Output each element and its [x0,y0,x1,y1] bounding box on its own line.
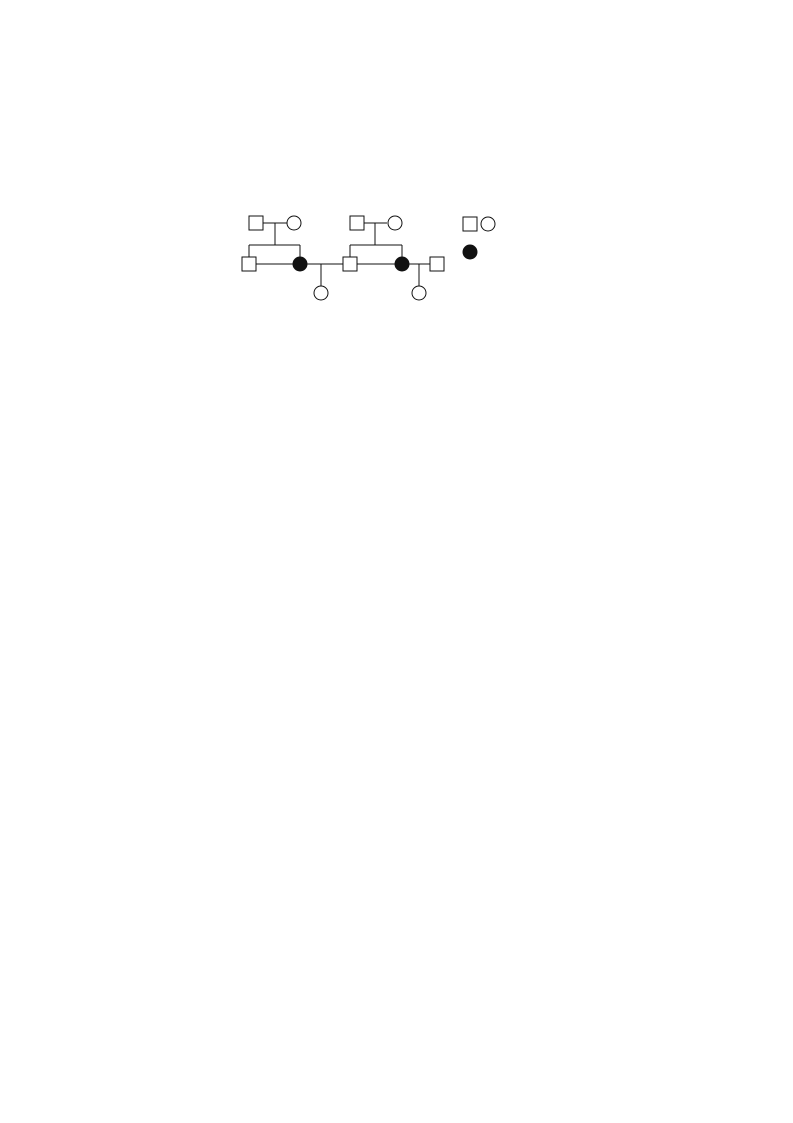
iii2-female-symbol [412,286,426,300]
ii4-rare-female-symbol [395,257,409,271]
i2-female-symbol [287,216,301,230]
ii2-rare-female-symbol [293,257,307,271]
i1-male-symbol [249,216,263,230]
legend-male-symbol [463,217,477,231]
i4-female-symbol [388,216,402,230]
pedigree-chart [220,198,600,318]
iii1-female-symbol [314,286,328,300]
ii3-male-symbol [343,257,357,271]
legend-rare-symbol [463,245,477,259]
ii1-male-symbol [242,257,256,271]
legend-female-symbol [481,217,495,231]
i3-male-symbol [350,216,364,230]
ii5-male-symbol [430,257,444,271]
